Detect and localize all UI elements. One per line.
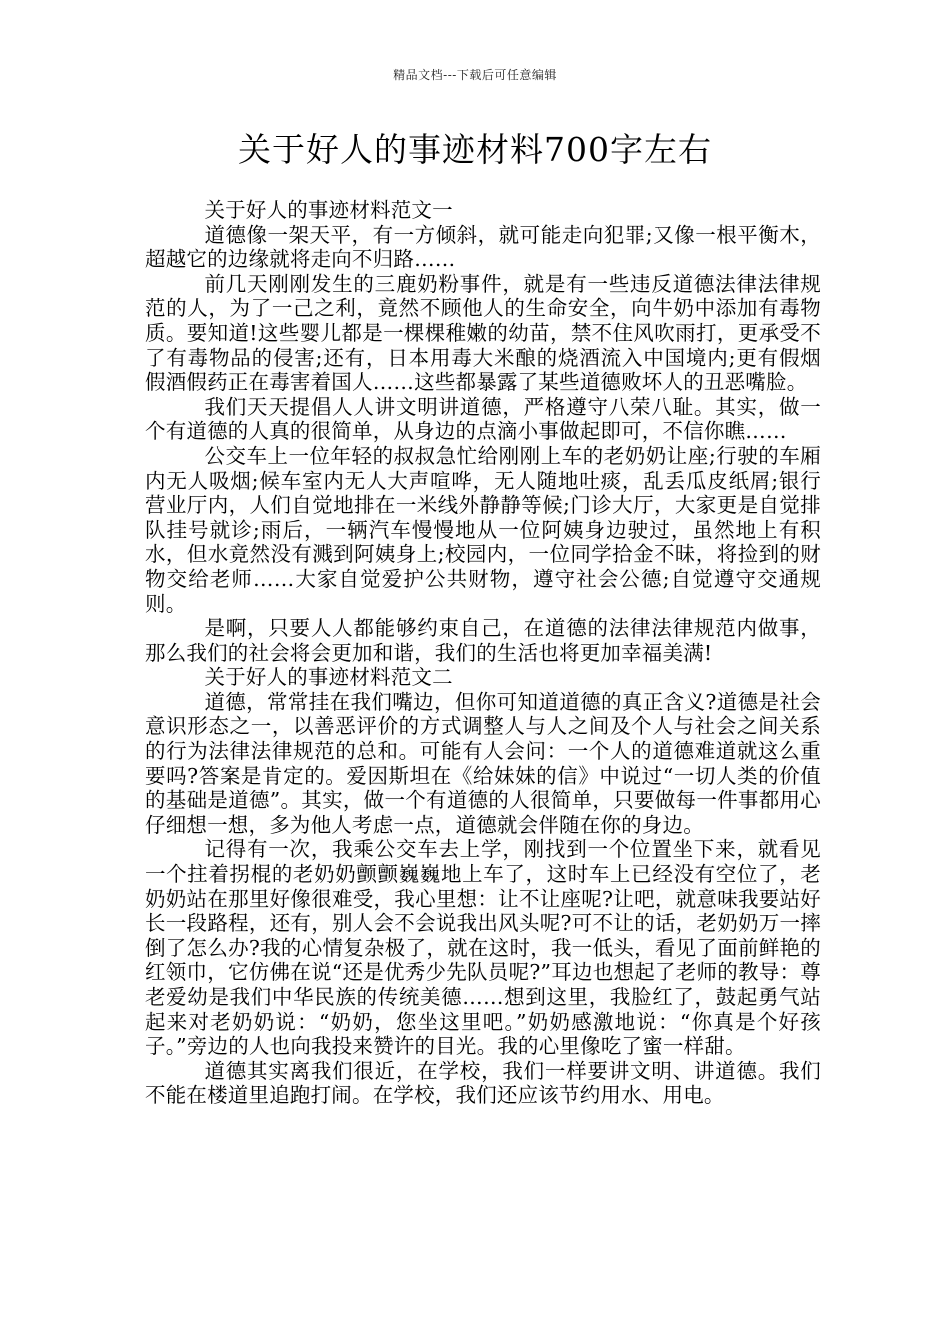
header-note: 精品文档---下载后可任意编辑 [393, 68, 557, 82]
paragraph: 我们天天提倡人人讲文明讲道德，严格遵守八荣八耻。其实，做一个有道德的人真的很简单，从身边的点滴小事做起即可，不信你瞧…… [145, 394, 821, 444]
paragraph: 前几天刚刚发生的三鹿奶粉事件，就是有一些违反道德法律法律规范的人，为了一己之利，竟然不顾他人的生命安全，向牛奶中添加有毒物质。要知道!这些婴儿都是一棵棵稚嫩的幼苗，禁不住风吹雨打，更承受不了有毒物品的侵害;还有，日本用毒大米酿的烧酒流入中国境内;更有假烟假酒假药正在毒害着国人……这些都暴露了某些道德败坏人的丑恶嘴脸。 [145, 271, 821, 395]
paragraph: 记得有一次，我乘公交车去上学，刚找到一个位置坐下来，就看见一个拄着拐棍的老奶奶颤颤巍巍地上车了，这时车上已经没有空位了，老奶奶站在那里好像很难受，我心里想：让不让座呢?让吧，就意味我要站好长一段路程，还有，别人会不会说我出风头呢?可不让的话，老奶奶万一摔倒了怎么办?我的心情复杂极了，就在这时，我一低头，看见了面前鲜艳的红领巾，它仿佛在说“还是优秀少先队员呢?”耳边也想起了老师的教导：尊老爱幼是我们中华民族的传统美德……想到这里，我脸红了，鼓起勇气站起来对老奶奶说：“奶奶，您坐这里吧。”奶奶感激地说：“你真是个好孩子。”旁边的人也向我投来赞许的目光。我的心里像吃了蜜一样甜。 [145, 837, 821, 1059]
section-heading-2: 关于好人的事迹材料范文二 [204, 665, 453, 690]
document-title: 关于好人的事迹材料700字左右 [238, 130, 712, 169]
paragraph: 道德其实离我们很近，在学校，我们一样要讲文明、讲道德。我们不能在楼道里追跑打闹。在学校，我们还应该节约用水、用电。 [145, 1058, 821, 1108]
section-heading-1: 关于好人的事迹材料范文一 [204, 198, 453, 222]
paragraph: 是啊，只要人人都能够约束自己，在道德的法律法律规范内做事，那么我们的社会将会更加和谐，我们的生活也将更加幸福美满! [145, 616, 821, 665]
document-body [145, 198, 821, 1108]
paragraph: 公交车上一位年轻的叔叔急忙给刚刚上车的老奶奶让座;行驶的车厢内无人吸烟;候车室内无人大声喧哗，无人随地吐痰，乱丢瓜皮纸屑;银行营业厅内，人们自觉地排在一米线外静静等候;门诊大厅，大家更是自觉排队挂号就诊;雨后，一辆汽车慢慢地从一位阿姨身边驶过，虽然地上有积水，但水竟然没有溅到阿姨身上;校园内，一位同学拾金不昧，将捡到的财物交给老师……大家自觉爱护公共财物，遵守社会公德;自觉遵守交通规则。 [145, 443, 821, 616]
paragraph: 道德像一架天平，有一方倾斜，就可能走向犯罪;又像一根平衡木，超越它的边缘就将走向不归路…… [145, 222, 821, 272]
paragraph: 道德，常常挂在我们嘴边，但你可知道道德的真正含义?道德是社会意识形态之一，以善恶评价的方式调整人与人之间及个人与社会之间关系的行为法律法律规范的总和。可能有人会问：一个人的道德难道就这么重要吗?答案是肯定的。爱因斯坦在《给妹妹的信》中说过“一切人类的价值的基础是道德”。其实，做一个有道德的人很简单，只要做每一件事都用心仔细想一想，多为他人考虑一点，道德就会伴随在你的身边。 [145, 689, 821, 837]
